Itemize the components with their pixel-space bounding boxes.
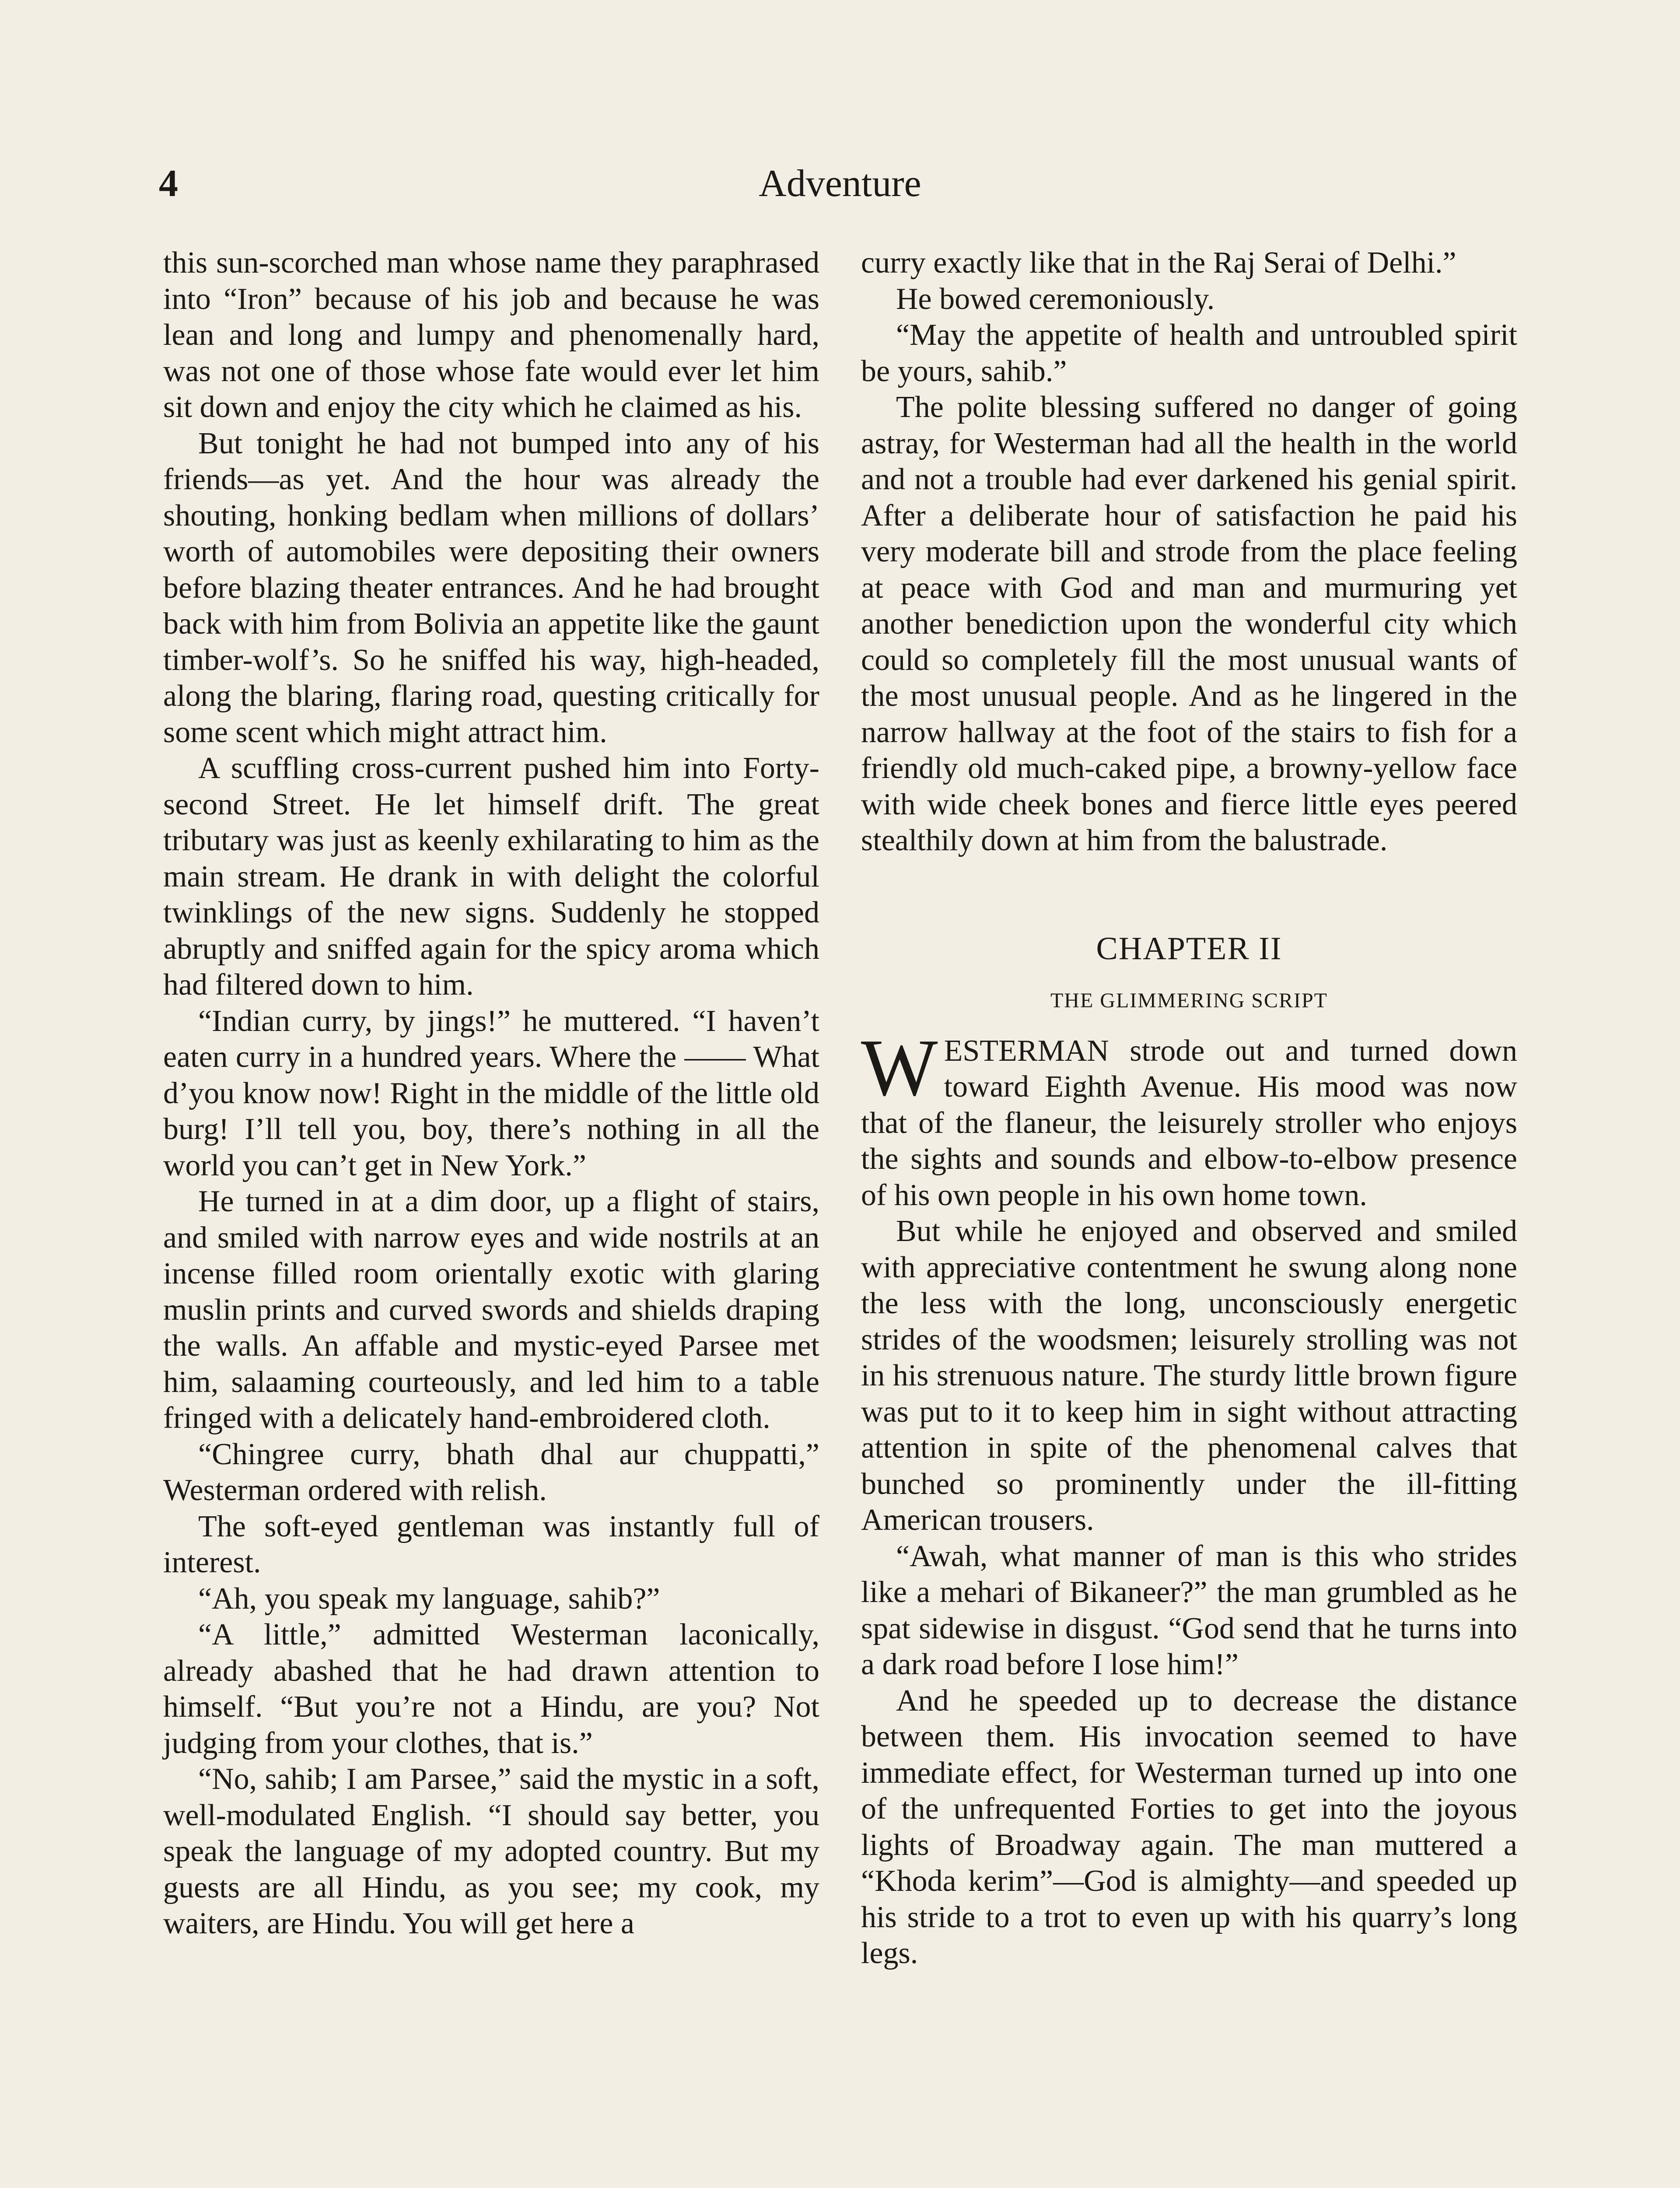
chapter-subheading: THE GLIMMERING SCRIPT [1050,989,1328,1012]
paragraph: “Chingree curry, bhath dhal aur chuppatti,” Westerman ordered with relish. [163,1437,819,1507]
paragraph: “Awah, what manner of man is this who strides like a mehari of Bikaneer?” the man grumbled as he spat sidewise in disgust. “God send that he turns into a dark road before I lose him!” [861,1539,1517,1681]
paragraph: He turned in at a dim door, up a flight of stairs, and smiled with narrow eyes and wide nostrils at an incense filled room orientally exotic with glaring muslin prints and curved swords and shields draping the walls. An affable and mystic-eyed Parsee met him, salaaming courteously, and led him to a table fringed with a delicately hand-embroidered cloth. [163,1185,819,1435]
paragraph: curry exactly like that in the Raj Serai of Delhi.” [861,246,1456,280]
paragraph: The polite blessing suffered no danger of going astray, for Westerman had all the health in the world and not a trouble had ever darkened his genial spirit. After a deliberate hour of satisfaction he paid his very moderate bill and strode from the place feeling at peace with God and man and murmuring yet another benediction upon the wonderful city which could so completely fill the most unusual wants of the most unusual people. And as he lingered in the narrow hallway at the foot of the stairs to fish for a friendly old much-caked pipe, a browny-yellow face with wide cheek bones and fierce little eyes peered stealthily down at him from the balustrade. [861,390,1517,857]
chapter-heading: CHAPTER II [1096,930,1282,967]
page-number: 4 [159,162,178,205]
paragraph: The soft-eyed gentleman was instantly full of interest. [163,1509,819,1579]
paragraph: But while he enjoyed and observed and smiled with appreciative contentment he swung along none the less with the long, unconsciously energetic strides of the woodsmen; leisurely strolling was not in his strenuous nature. The sturdy little brown figure was put to it to keep him in sight without attracting attention in spite of the phenomenal calves that bunched so prominently under the ill-fitting American trousers. [861,1214,1517,1537]
paragraph: But tonight he had not bumped into any of his friends—as yet. And the hour was already the shouting, honking bedlam when millions of dollars’ worth of automobiles were depositing their owners before blazing theater entrances. And he had brought back with him from Bolivia an appetite like the gaunt timber-wolf’s. So he sniffed his way, high-headed, along the blaring, flaring road, questing critically for some scent which might attract him. [163,426,819,749]
paragraph: “Ah, you speak my language, sahib?” [198,1581,660,1616]
chapter-first-paragraph-text: ESTERMAN strode out and turned down toward Eighth Avenue. His mood was now that of the flaneur, the leisurely stroller who enjoys the sights and sounds and elbow-to-elbow presence of his own people in his own home town. [861,1034,1517,1212]
drop-cap: W [861,1022,938,1113]
chapter-first-paragraph [861,1022,1517,1214]
left-column [163,245,819,1942]
paragraph: “Indian curry, by jings!” he muttered. “I haven’t eaten curry in a hundred years. Where the —— What d’you know now! Right in the middle of the little old burg! I’ll tell you, boy, there’s nothing in all the world you can’t get in New York.” [163,1004,819,1182]
paragraph: “A little,” admitted Westerman laconically, already abashed that he had drawn attention to himself. “But you’re not a Hindu, are you? Not judging from your clothes, that is.” [163,1618,819,1760]
right-column [861,245,1517,1972]
paragraph: A scuffling cross-current pushed him into Forty-second Street. He let himself drift. The great tributary was just as keenly exhilarating to him as the main stream. He drank in with delight the colorful twinklings of the new signs. Suddenly he stopped abruptly and sniffed again for the spicy aroma which had filtered down to him. [163,751,819,1002]
paragraph: And he speeded up to decrease the distance between them. His invocation seemed to have immediate effect, for Westerman turned up into one of the unfrequented Forties to get into the joyous lights of Broadway again. The man muttered a “Khoda kerim”—God is almighty—and speeded up his stride to a trot to even up with his quarry’s long legs. [861,1683,1517,1970]
paragraph: He bowed ceremoniously. [896,282,1215,316]
paragraph: “May the appetite of health and untroubled spirit be yours, sahib.” [861,318,1517,388]
paragraph: “No, sahib; I am Parsee,” said the mystic in a soft, well-modulated English. “I should say better, you speak the language of my adopted country. But my guests are all Hindu, as you see; my cook, my waiters, are Hindu. You will get here a [163,1762,819,1940]
paragraph: this sun-scorched man whose name they paraphrased into “Iron” because of his job and because he was lean and long and lumpy and phenomenally hard, was not one of those whose fate would ever let him sit down and enjoy the city which he claimed as his. [163,246,819,424]
running-head [0,158,1680,210]
magazine-title: Adventure [759,162,921,205]
